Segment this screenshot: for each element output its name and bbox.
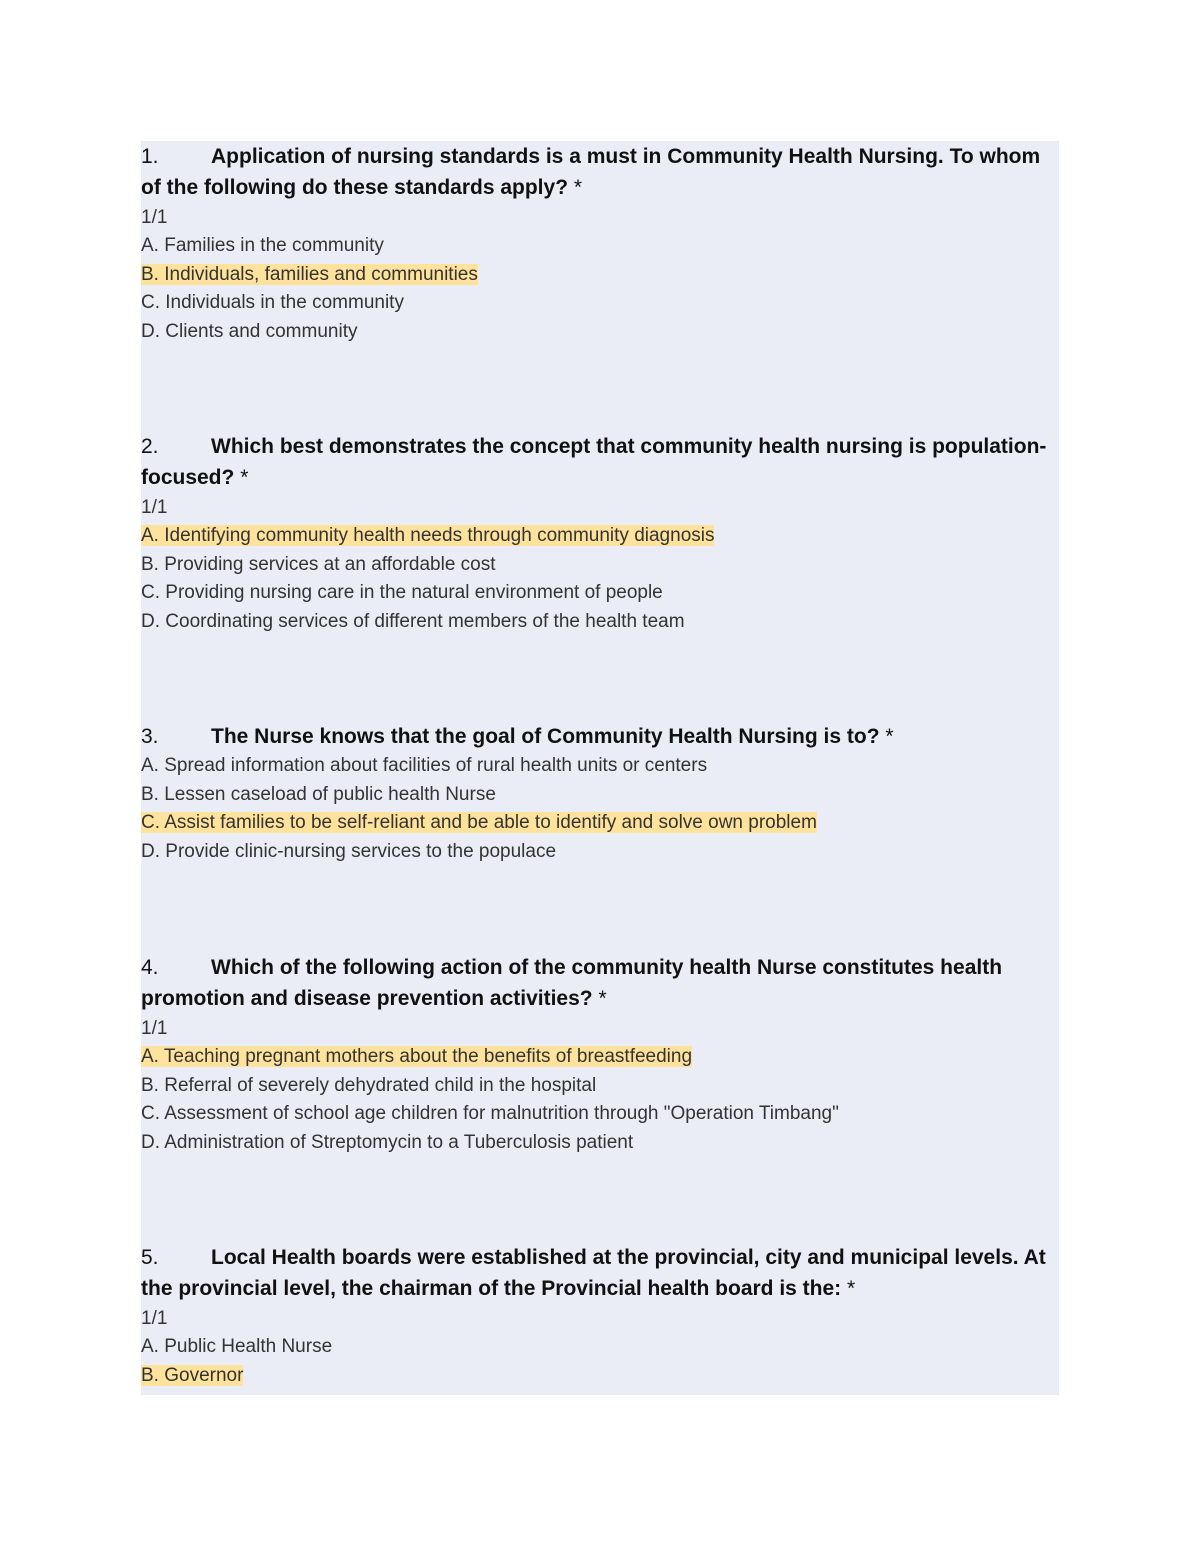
question-2-required-mark: * — [240, 466, 249, 489]
question-2-title — [141, 431, 1059, 493]
correct-answer-highlight: B. Individuals, families and communities — [141, 263, 478, 285]
question-2-option-b: B. Providing services at an affordable cost — [141, 553, 496, 575]
question-4-number: 4. — [141, 956, 159, 979]
question-4 — [141, 952, 1059, 1158]
correct-answer-highlight: C. Assist families to be self-reliant and be able to identify and solve own problem — [141, 812, 817, 834]
question-5-option-a: A. Public Health Nurse — [141, 1336, 333, 1357]
question-1-required-mark: * — [573, 176, 583, 199]
question-1-score: 1/1 — [141, 207, 168, 228]
question-1-text: Application of nursing standards is a must in Community Health Nursing. To whom of the following do these standards apply? — [141, 145, 1041, 199]
question-3 — [141, 721, 1059, 867]
question-5-option-b — [141, 1362, 1059, 1391]
question-1-option-b — [141, 261, 1059, 290]
question-3-text: The Nurse knows that the goal of Community Health Nursing is to? — [211, 725, 880, 748]
correct-answer-highlight: A. Teaching pregnant mothers about the benefits of breastfeeding — [141, 1046, 693, 1067]
question-4-title — [141, 952, 1059, 1014]
question-5-score: 1/1 — [141, 1308, 168, 1329]
question-5-number: 5. — [141, 1246, 159, 1269]
question-2-score: 1/1 — [141, 497, 168, 518]
question-2-text: Which best demonstrates the concept that community health nursing is population-focused? — [141, 435, 1047, 489]
question-4-required-mark: * — [598, 987, 607, 1010]
question-3-required-mark: * — [885, 725, 894, 748]
question-4-option-d: D. Administration of Streptomycin to a Tuberculosis patient — [141, 1132, 634, 1154]
question-3-option-d: D. Provide clinic-nursing services to the populace — [141, 841, 557, 863]
correct-answer-highlight: B. Governor — [141, 1364, 244, 1386]
question-2 — [141, 431, 1059, 637]
question-2-number: 2. — [141, 435, 159, 458]
question-1-title — [141, 141, 1059, 203]
question-2-option-c: C. Providing nursing care in the natural environment of people — [141, 582, 663, 604]
question-3-option-a: A. Spread information about facilities of rural health units or centers — [141, 755, 708, 776]
question-3-option-b: B. Lessen caseload of public health Nurse — [141, 783, 496, 805]
question-1-option-d: D. Clients and community — [141, 321, 358, 343]
question-3-number: 3. — [141, 725, 159, 748]
question-1 — [141, 141, 1059, 347]
question-5-title — [141, 1242, 1059, 1304]
question-4-text: Which of the following action of the community health Nurse constitutes health promotion and disease prevention activities? — [141, 956, 1003, 1010]
question-4-option-a — [141, 1043, 1059, 1072]
question-5-text: Local Health boards were established at the provincial, city and municipal levels. At the provincial level, the chairman of the Provincial health board is the: — [141, 1246, 1046, 1300]
question-3-title — [141, 721, 1059, 752]
question-4-option-b: B. Referral of severely dehydrated child in the hospital — [141, 1074, 597, 1096]
question-3-option-c — [141, 809, 1059, 838]
question-4-score: 1/1 — [141, 1018, 168, 1039]
correct-answer-highlight: A. Identifying community health needs through community diagnosis — [141, 525, 715, 546]
quiz-content — [141, 141, 1059, 1395]
question-2-option-a — [141, 522, 1059, 551]
question-4-option-c: C. Assessment of school age children for malnutrition through "Operation Timbang" — [141, 1103, 839, 1125]
question-2-option-d: D. Coordinating services of different members of the health team — [141, 611, 685, 633]
question-1-option-c: C. Individuals in the community — [141, 292, 404, 314]
question-1-number: 1. — [141, 145, 159, 168]
question-5-required-mark: * — [847, 1277, 856, 1300]
question-5 — [141, 1242, 1059, 1390]
question-1-option-a: A. Families in the community — [141, 235, 384, 256]
